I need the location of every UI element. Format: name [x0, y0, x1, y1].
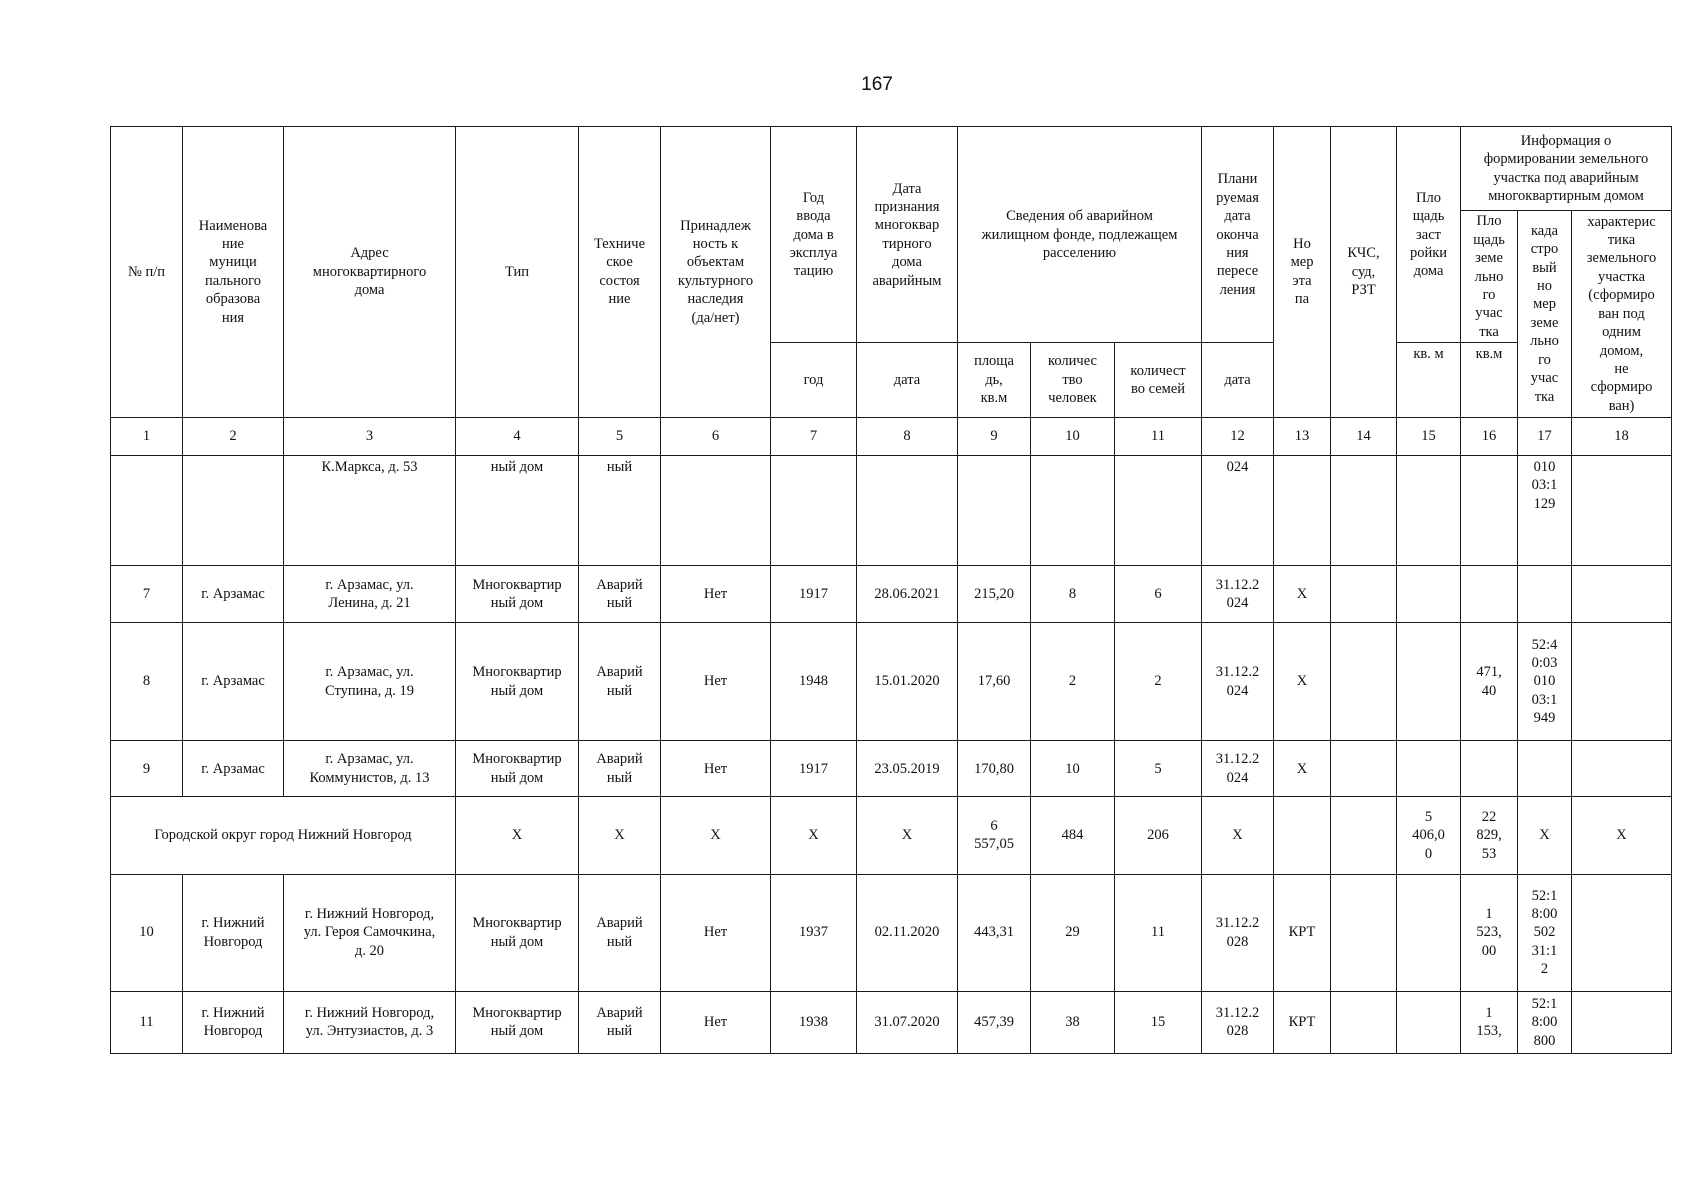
- table-cell: 1 153,: [1461, 991, 1518, 1053]
- table-cell: [1031, 455, 1115, 565]
- table-cell: 5 406,0 0: [1397, 797, 1461, 874]
- table-cell: 31.12.2 024: [1202, 565, 1274, 622]
- column-number: 12: [1202, 417, 1274, 455]
- table-cell: 31.12.2 028: [1202, 991, 1274, 1053]
- table-cell: Х: [1274, 741, 1331, 797]
- table-cell: [958, 455, 1031, 565]
- table-cell: КРТ: [1274, 991, 1331, 1053]
- table-cell: 17,60: [958, 623, 1031, 741]
- table-row: [111, 741, 1672, 797]
- table-cell: [1115, 455, 1202, 565]
- column-number: 14: [1331, 417, 1397, 455]
- table-cell: Аварий ный: [579, 623, 661, 741]
- table-cell: г. Арзамас, ул. Коммунистов, д. 13: [284, 741, 456, 797]
- table-cell: Аварий ный: [579, 741, 661, 797]
- column-number: 17: [1518, 417, 1572, 455]
- table-cell: г. Арзамас, ул. Ступина, д. 19: [284, 623, 456, 741]
- table-cell: г. Нижний Новгород, ул. Героя Самочкина, д. 20: [284, 874, 456, 991]
- header-kchs: КЧС, суд, РЗТ: [1331, 127, 1397, 418]
- table-cell: Нет: [661, 741, 771, 797]
- table-cell: Аварий ный: [579, 874, 661, 991]
- table-cell: г. Нижний Новгород: [183, 874, 284, 991]
- header-row-top: [111, 127, 1672, 211]
- table-cell: 6 557,05: [958, 797, 1031, 874]
- column-number: 2: [183, 417, 284, 455]
- header-number: № п/п: [111, 127, 183, 418]
- table-cell: 10: [1031, 741, 1115, 797]
- column-number: 9: [958, 417, 1031, 455]
- table-cell: 1948: [771, 623, 857, 741]
- table-cell: Х: [661, 797, 771, 874]
- table-cell: Многоквартир ный дом: [456, 565, 579, 622]
- column-number: 8: [857, 417, 958, 455]
- table-cell: Многоквартир ный дом: [456, 741, 579, 797]
- table-cell: 1 523, 00: [1461, 874, 1518, 991]
- table-cell: 024: [1202, 455, 1274, 565]
- table-cell: 38: [1031, 991, 1115, 1053]
- table-cell: г. Нижний Новгород: [183, 991, 284, 1053]
- table-cell: 15.01.2020: [857, 623, 958, 741]
- table-cell: [1397, 623, 1461, 741]
- table-cell: 23.05.2019: [857, 741, 958, 797]
- column-number: 13: [1274, 417, 1331, 455]
- table-cell: [1461, 741, 1518, 797]
- table-row: [111, 874, 1672, 991]
- table-cell: [1572, 874, 1672, 991]
- table-row: [111, 991, 1672, 1053]
- subheader-year: год: [771, 343, 857, 417]
- table-cell: Многоквартир ный дом: [456, 991, 579, 1053]
- column-number: 1: [111, 417, 183, 455]
- table-cell: Х: [456, 797, 579, 874]
- table-cell: 6: [1115, 565, 1202, 622]
- subheader-people: количес тво человек: [1031, 343, 1115, 417]
- table-cell: 8: [111, 623, 183, 741]
- table-cell: Х: [1518, 797, 1572, 874]
- table-cell: 28.06.2021: [857, 565, 958, 622]
- table-cell: ный: [579, 455, 661, 565]
- header-emergency-date: Дата признания многоквар тирного дома аварийным: [857, 127, 958, 343]
- table-cell: 11: [111, 991, 183, 1053]
- table-cell: г. Нижний Новгород, ул. Энтузиастов, д. 3: [284, 991, 456, 1053]
- table-cell: Нет: [661, 991, 771, 1053]
- table-cell: [1518, 741, 1572, 797]
- table-cell: Х: [1202, 797, 1274, 874]
- table-cell: КРТ: [1274, 874, 1331, 991]
- table-cell: [1331, 874, 1397, 991]
- table-cell: [1461, 455, 1518, 565]
- table-cell: 31.12.2 028: [1202, 874, 1274, 991]
- header-emergency-fund: Сведения об аварийном жилищном фонде, подлежащем расселению: [958, 127, 1202, 343]
- table-cell: Многоквартир ный дом: [456, 623, 579, 741]
- header-municipality: Наименова ние муници пального образова ния: [183, 127, 284, 418]
- table-cell: [183, 455, 284, 565]
- table-cell: 15: [1115, 991, 1202, 1053]
- table-cell: Х: [771, 797, 857, 874]
- table-cell: [1331, 991, 1397, 1053]
- table-cell: Аварий ный: [579, 991, 661, 1053]
- table-row: [111, 565, 1672, 622]
- table-cell: 484: [1031, 797, 1115, 874]
- table-cell: 02.11.2020: [857, 874, 958, 991]
- column-number: 15: [1397, 417, 1461, 455]
- table-cell: [1274, 455, 1331, 565]
- table-cell: 31.12.2 024: [1202, 623, 1274, 741]
- table-cell: Х: [1274, 565, 1331, 622]
- table-cell: [1518, 565, 1572, 622]
- table-cell: [1331, 455, 1397, 565]
- subheader-planned-date: дата: [1202, 343, 1274, 417]
- table-cell: Х: [1572, 797, 1672, 874]
- table-cell: 1917: [771, 741, 857, 797]
- table-cell: Нет: [661, 565, 771, 622]
- table-row: [111, 623, 1672, 741]
- table-cell: 2: [1115, 623, 1202, 741]
- table-cell: 2: [1031, 623, 1115, 741]
- table-cell: Х: [1274, 623, 1331, 741]
- table-cell: 1938: [771, 991, 857, 1053]
- table-cell: 5: [1115, 741, 1202, 797]
- table-cell: [771, 455, 857, 565]
- column-number: 11: [1115, 417, 1202, 455]
- header-year-built: Год ввода дома в эксплуа тацию: [771, 127, 857, 343]
- column-number: 16: [1461, 417, 1518, 455]
- table-cell: [1572, 455, 1672, 565]
- table-cell: 31.07.2020: [857, 991, 958, 1053]
- table-cell: 206: [1115, 797, 1202, 874]
- table-cell: 010 03:1 129: [1518, 455, 1572, 565]
- table-cell: [1572, 741, 1672, 797]
- header-land-area: Пло щадь земе льно го учас тка: [1461, 211, 1518, 343]
- table-cell: 457,39: [958, 991, 1031, 1053]
- table-cell: 1917: [771, 565, 857, 622]
- table-cell: ный дом: [456, 455, 579, 565]
- header-cadastral: када стро вый но мер земе льно го учас тка: [1518, 211, 1572, 417]
- column-number: 3: [284, 417, 456, 455]
- header-built-area: Пло щадь заст ройки дома: [1397, 127, 1461, 343]
- table-cell: [1461, 565, 1518, 622]
- column-number: 6: [661, 417, 771, 455]
- table-cell: Многоквартир ный дом: [456, 874, 579, 991]
- table-cell: [1397, 455, 1461, 565]
- table-cell: [1397, 991, 1461, 1053]
- table-cell: Х: [857, 797, 958, 874]
- table-cell: 29: [1031, 874, 1115, 991]
- table-cell: 1937: [771, 874, 857, 991]
- table-cell: [1397, 874, 1461, 991]
- table-cell: [857, 455, 958, 565]
- table-cell: 170,80: [958, 741, 1031, 797]
- page-number: 167: [861, 74, 893, 95]
- table-cell: 10: [111, 874, 183, 991]
- subheader-land-area-unit: кв.м: [1461, 343, 1518, 417]
- table-cell: г. Арзамас: [183, 565, 284, 622]
- header-tech-state: Техниче ское состоя ние: [579, 127, 661, 418]
- column-number: 4: [456, 417, 579, 455]
- table-cell: 471, 40: [1461, 623, 1518, 741]
- emergency-housing-table: [110, 126, 1672, 1054]
- table-cell: [1397, 565, 1461, 622]
- column-number: 5: [579, 417, 661, 455]
- table-cell: Х: [579, 797, 661, 874]
- table-cell: [1572, 991, 1672, 1053]
- table-cell: 9: [111, 741, 183, 797]
- subheader-built-area-unit: кв. м: [1397, 343, 1461, 417]
- header-stage-number: Но мер эта па: [1274, 127, 1331, 418]
- table-cell: 22 829, 53: [1461, 797, 1518, 874]
- table-cell: [1331, 565, 1397, 622]
- header-heritage: Принадлеж ность к объектам культурного наследия (да/нет): [661, 127, 771, 418]
- table-cell: 11: [1115, 874, 1202, 991]
- subheader-area: площа дь, кв.м: [958, 343, 1031, 417]
- table-cell: г. Арзамас: [183, 741, 284, 797]
- table-cell: [1331, 623, 1397, 741]
- table-cell: 31.12.2 024: [1202, 741, 1274, 797]
- table-cell: 52:1 8:00 800: [1518, 991, 1572, 1053]
- table-cell: 443,31: [958, 874, 1031, 991]
- table-cell: [1274, 797, 1331, 874]
- column-number: 18: [1572, 417, 1672, 455]
- header-type: Тип: [456, 127, 579, 418]
- table-cell: К.Маркса, д. 53: [284, 455, 456, 565]
- header-planned-date: Плани руемая дата оконча ния пересе ления: [1202, 127, 1274, 343]
- table-cell: [1331, 797, 1397, 874]
- table-cell: [661, 455, 771, 565]
- table-cell: [1331, 741, 1397, 797]
- subheader-date: дата: [857, 343, 958, 417]
- table-cell: 7: [111, 565, 183, 622]
- column-number: 10: [1031, 417, 1115, 455]
- header-land-info: Информация о формировании земельного участка под аварийным многоквартирным домом: [1461, 127, 1672, 211]
- table-cell: [111, 455, 183, 565]
- table-cell: [1572, 623, 1672, 741]
- table-cell: [1572, 565, 1672, 622]
- table-cell: [1397, 741, 1461, 797]
- table-cell: 52:1 8:00 502 31:1 2: [1518, 874, 1572, 991]
- table-row: [111, 455, 1672, 565]
- subtotal-row: [111, 797, 1672, 874]
- subtotal-label: Городской округ город Нижний Новгород: [111, 797, 456, 874]
- table-cell: 52:4 0:03 010 03:1 949: [1518, 623, 1572, 741]
- header-land-characteristic: характерис тика земельного участка (сформиро ван под одним домом, не сформиро ван): [1572, 211, 1672, 417]
- table-cell: Нет: [661, 623, 771, 741]
- table-cell: 8: [1031, 565, 1115, 622]
- subheader-families: количест во семей: [1115, 343, 1202, 417]
- column-number: 7: [771, 417, 857, 455]
- table-cell: Аварий ный: [579, 565, 661, 622]
- table-cell: г. Арзамас, ул. Ленина, д. 21: [284, 565, 456, 622]
- column-number-row: [111, 417, 1672, 455]
- table-cell: Нет: [661, 874, 771, 991]
- table-cell: 215,20: [958, 565, 1031, 622]
- table-cell: г. Арзамас: [183, 623, 284, 741]
- header-address: Адрес многоквартирного дома: [284, 127, 456, 418]
